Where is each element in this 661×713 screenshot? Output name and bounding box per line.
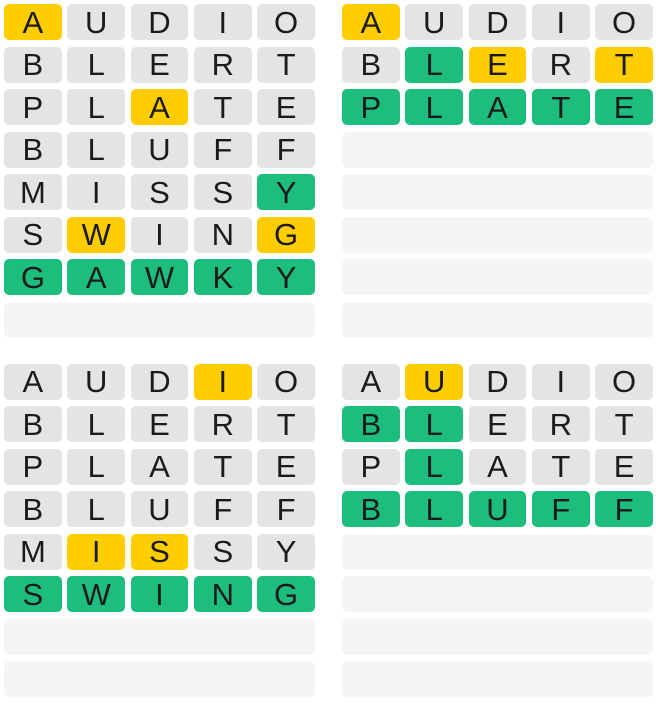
letter-tile: L xyxy=(405,449,463,485)
letter-tile: I xyxy=(532,364,590,400)
guess-row xyxy=(4,4,315,40)
board-top-left xyxy=(4,4,315,338)
guess-row xyxy=(342,4,653,40)
letter-tile: W xyxy=(67,217,125,253)
letter-tile: S xyxy=(194,534,252,570)
letter-tile: B xyxy=(342,47,400,83)
letter-tile: B xyxy=(342,491,400,527)
letter-tile: N xyxy=(194,576,252,612)
letter-tile: A xyxy=(131,449,189,485)
board-bottom-right xyxy=(342,364,653,698)
letter-tile: U xyxy=(405,4,463,40)
letter-tile: Y xyxy=(257,534,315,570)
letter-tile: F xyxy=(194,491,252,527)
guess-row xyxy=(4,47,315,83)
letter-tile: S xyxy=(131,174,189,210)
letter-tile: T xyxy=(194,89,252,125)
letter-tile: A xyxy=(67,259,125,295)
letter-tile: F xyxy=(595,491,653,527)
letter-tile: F xyxy=(532,491,590,527)
letter-tile: E xyxy=(469,47,527,83)
letter-tile: U xyxy=(405,364,463,400)
empty-guess-row xyxy=(342,302,653,338)
letter-tile: G xyxy=(257,217,315,253)
letter-tile: P xyxy=(4,449,62,485)
guess-row xyxy=(342,449,653,485)
guess-row xyxy=(342,406,653,442)
guess-row xyxy=(4,491,315,527)
letter-tile: L xyxy=(67,47,125,83)
guess-row xyxy=(4,406,315,442)
letter-tile: F xyxy=(194,132,252,168)
letter-tile: U xyxy=(131,491,189,527)
letter-tile: R xyxy=(532,47,590,83)
guess-row xyxy=(4,449,315,485)
guess-row xyxy=(4,89,315,125)
empty-guess-row xyxy=(342,174,653,210)
letter-tile: O xyxy=(257,4,315,40)
board-top-right xyxy=(342,4,653,338)
letter-tile: E xyxy=(257,449,315,485)
letter-tile: B xyxy=(4,47,62,83)
guess-row xyxy=(342,491,653,527)
letter-tile: B xyxy=(4,406,62,442)
letter-tile: R xyxy=(194,47,252,83)
letter-tile: E xyxy=(595,449,653,485)
letter-tile: I xyxy=(532,4,590,40)
letter-tile: T xyxy=(194,449,252,485)
letter-tile: M xyxy=(4,534,62,570)
letter-tile: K xyxy=(194,259,252,295)
letter-tile: T xyxy=(257,406,315,442)
letter-tile: D xyxy=(131,364,189,400)
empty-guess-row xyxy=(342,217,653,253)
empty-guess-row xyxy=(342,576,653,612)
letter-tile: M xyxy=(4,174,62,210)
letter-tile: A xyxy=(469,89,527,125)
letter-tile: B xyxy=(342,406,400,442)
guess-row xyxy=(4,132,315,168)
letter-tile: I xyxy=(194,364,252,400)
letter-tile: I xyxy=(194,4,252,40)
empty-guess-row xyxy=(4,619,315,655)
letter-tile: A xyxy=(469,449,527,485)
letter-tile: P xyxy=(342,449,400,485)
letter-tile: G xyxy=(257,576,315,612)
letter-tile: T xyxy=(257,47,315,83)
letter-tile: L xyxy=(405,406,463,442)
letter-tile: E xyxy=(469,406,527,442)
letter-tile: O xyxy=(595,4,653,40)
empty-guess-row xyxy=(342,259,653,295)
guess-row xyxy=(4,364,315,400)
letter-tile: T xyxy=(532,89,590,125)
letter-tile: O xyxy=(595,364,653,400)
letter-tile: S xyxy=(4,576,62,612)
empty-guess-row xyxy=(342,534,653,570)
guess-row xyxy=(342,47,653,83)
letter-tile: E xyxy=(131,47,189,83)
letter-tile: L xyxy=(405,47,463,83)
letter-tile: L xyxy=(67,132,125,168)
letter-tile: U xyxy=(469,491,527,527)
guess-row xyxy=(4,576,315,612)
letter-tile: L xyxy=(405,89,463,125)
empty-guess-row xyxy=(342,132,653,168)
guess-row xyxy=(342,364,653,400)
letter-tile: A xyxy=(342,364,400,400)
letter-tile: D xyxy=(469,4,527,40)
letter-tile: E xyxy=(595,89,653,125)
letter-tile: B xyxy=(4,132,62,168)
letter-tile: L xyxy=(67,406,125,442)
empty-guess-row xyxy=(4,302,315,338)
letter-tile: S xyxy=(4,217,62,253)
letter-tile: E xyxy=(131,406,189,442)
letter-tile: T xyxy=(532,449,590,485)
empty-guess-row xyxy=(342,661,653,697)
letter-tile: F xyxy=(257,491,315,527)
letter-tile: S xyxy=(194,174,252,210)
letter-tile: T xyxy=(595,406,653,442)
board-bottom-left xyxy=(4,364,315,698)
letter-tile: G xyxy=(4,259,62,295)
letter-tile: Y xyxy=(257,259,315,295)
letter-tile: W xyxy=(67,576,125,612)
letter-tile: E xyxy=(257,89,315,125)
letter-tile: F xyxy=(257,132,315,168)
empty-guess-row xyxy=(342,619,653,655)
letter-tile: I xyxy=(131,217,189,253)
letter-tile: A xyxy=(342,4,400,40)
letter-tile: R xyxy=(194,406,252,442)
letter-tile: B xyxy=(4,491,62,527)
letter-tile: I xyxy=(67,534,125,570)
guess-row xyxy=(4,217,315,253)
letter-tile: L xyxy=(405,491,463,527)
letter-tile: Y xyxy=(257,174,315,210)
letter-tile: U xyxy=(131,132,189,168)
letter-tile: I xyxy=(67,174,125,210)
letter-tile: R xyxy=(532,406,590,442)
letter-tile: I xyxy=(131,576,189,612)
letter-tile: P xyxy=(342,89,400,125)
guess-row xyxy=(342,89,653,125)
empty-guess-row xyxy=(4,661,315,697)
letter-tile: U xyxy=(67,364,125,400)
letter-tile: L xyxy=(67,449,125,485)
guess-row xyxy=(4,259,315,295)
letter-tile: U xyxy=(67,4,125,40)
guess-row xyxy=(4,534,315,570)
letter-tile: L xyxy=(67,89,125,125)
letter-tile: A xyxy=(4,364,62,400)
letter-tile: D xyxy=(469,364,527,400)
letter-tile: A xyxy=(4,4,62,40)
guess-row xyxy=(4,174,315,210)
letter-tile: L xyxy=(67,491,125,527)
letter-tile: W xyxy=(131,259,189,295)
letter-tile: P xyxy=(4,89,62,125)
letter-tile: T xyxy=(595,47,653,83)
letter-tile: O xyxy=(257,364,315,400)
letter-tile: N xyxy=(194,217,252,253)
letter-tile: A xyxy=(131,89,189,125)
letter-tile: S xyxy=(131,534,189,570)
letter-tile: D xyxy=(131,4,189,40)
